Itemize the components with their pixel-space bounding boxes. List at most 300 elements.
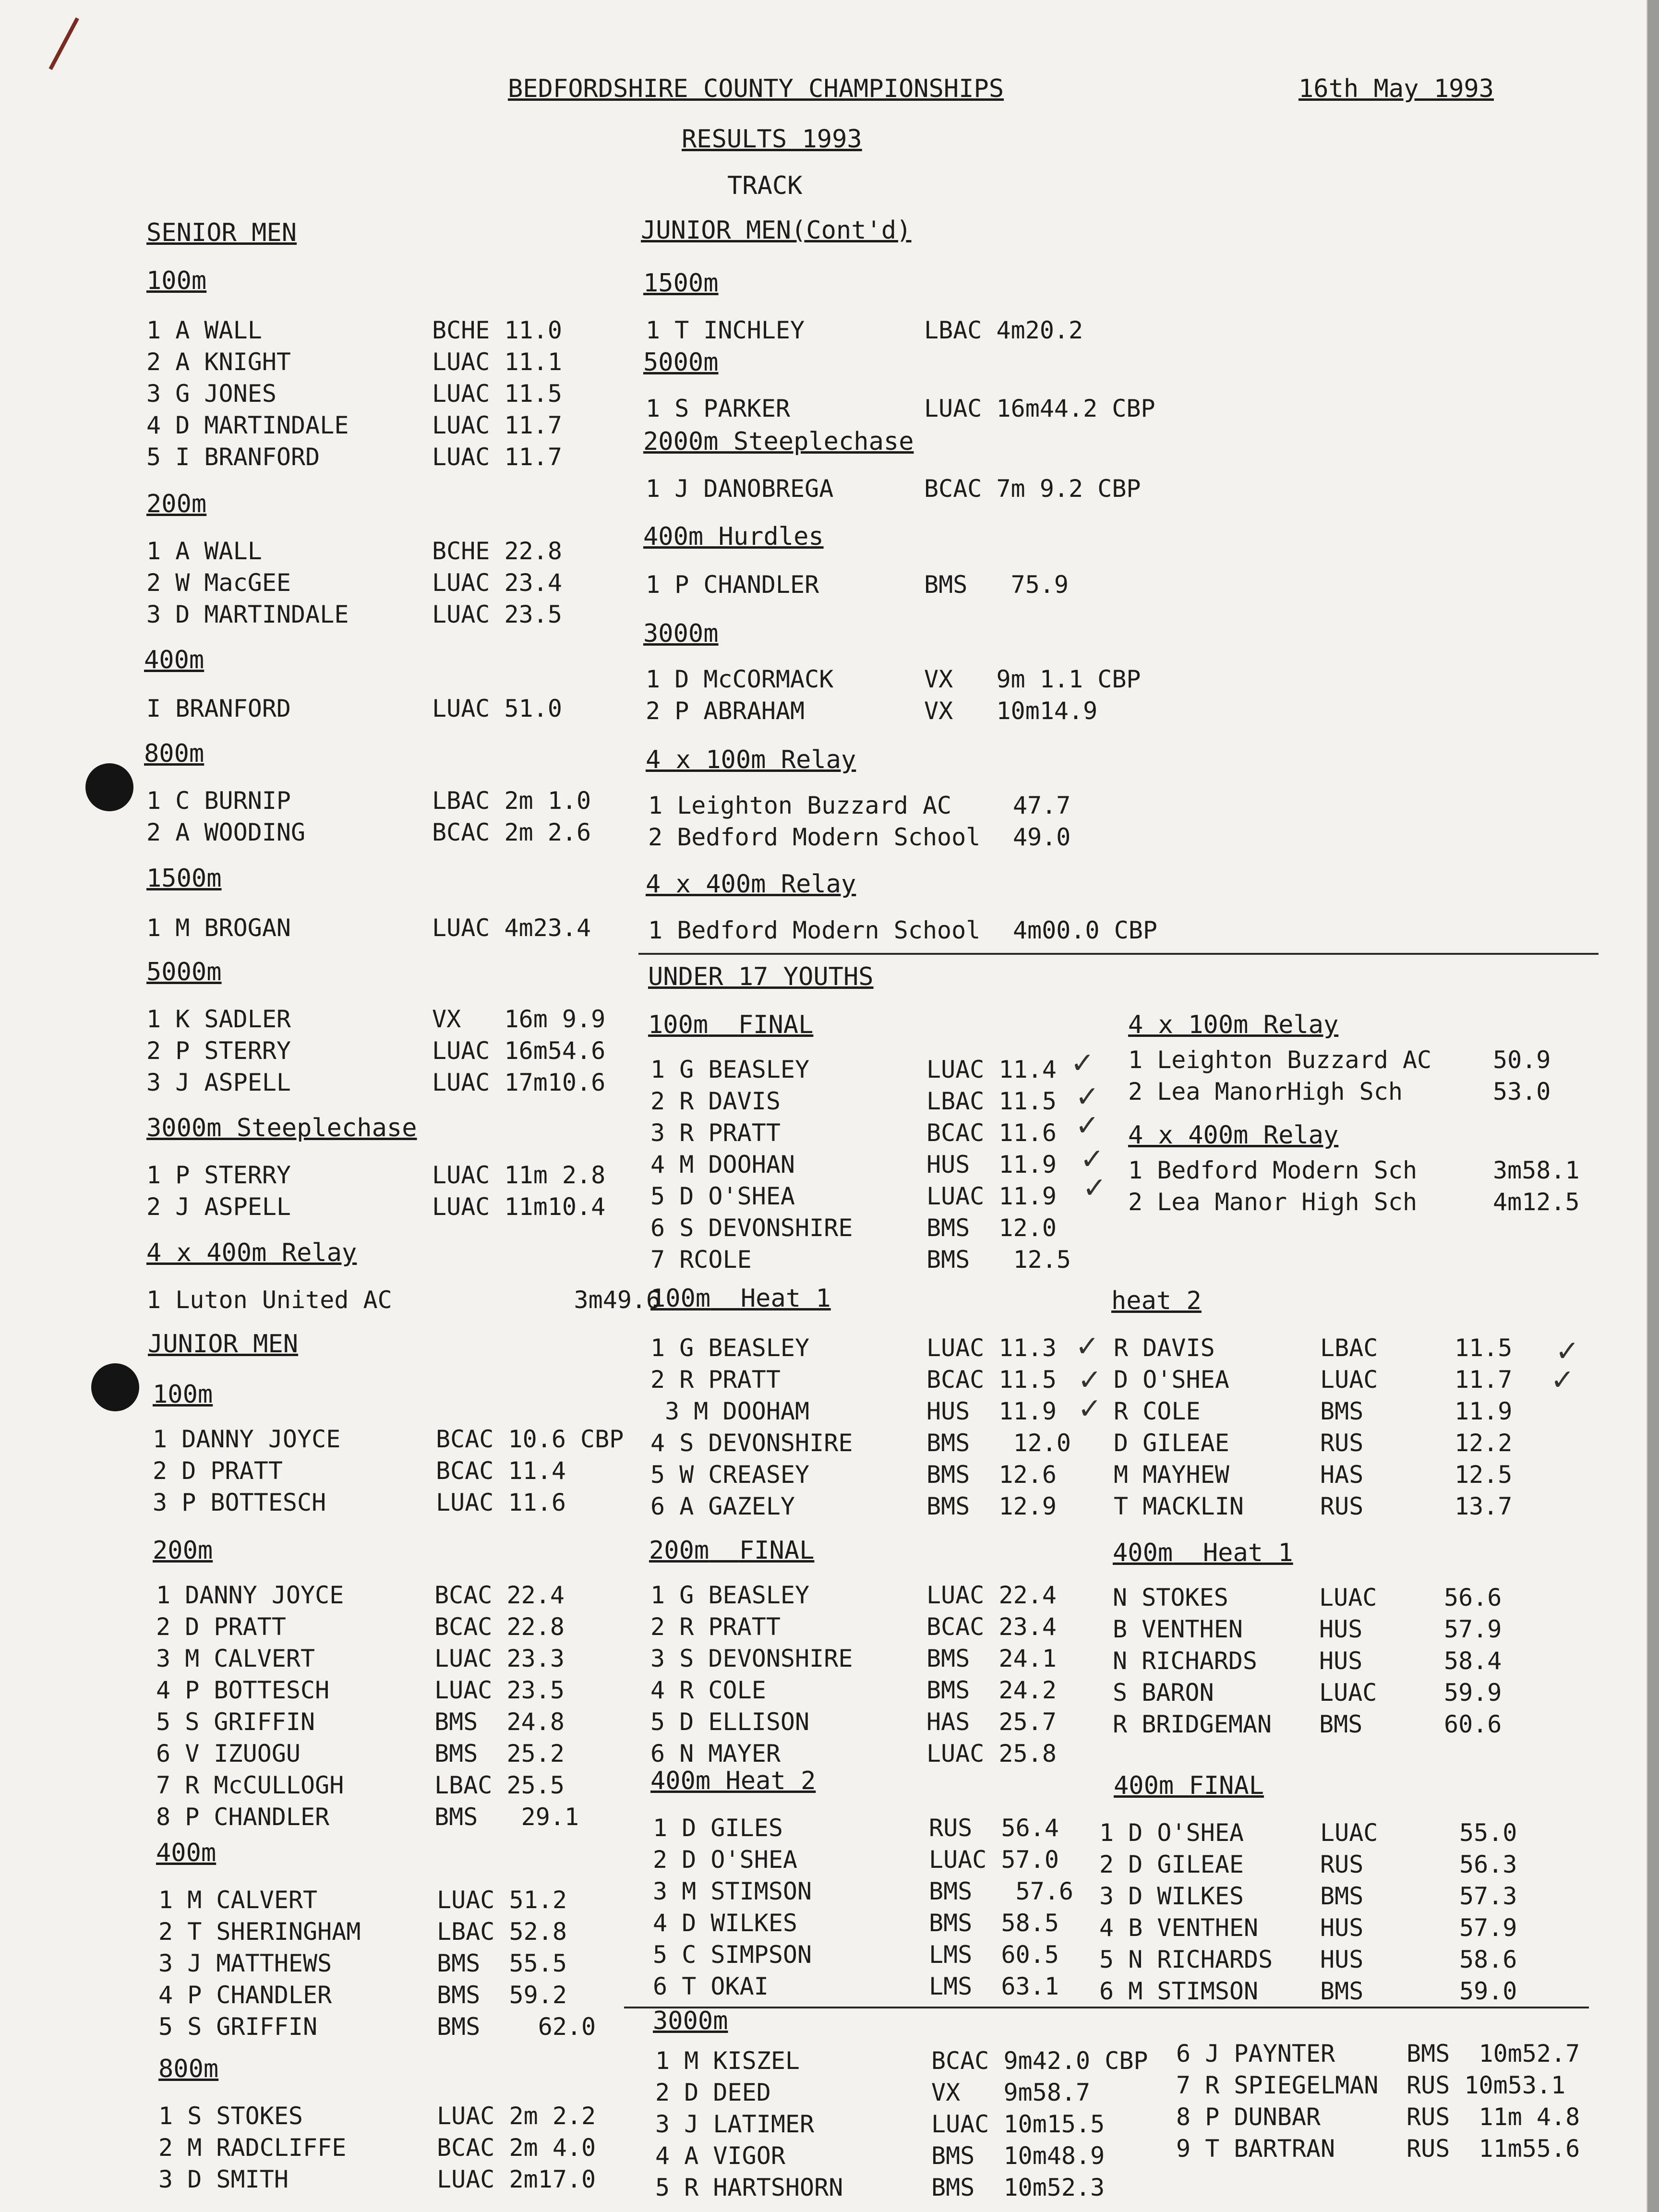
- result-value: VX 16m 9.9: [432, 1005, 606, 1033]
- section-divider: [638, 953, 1599, 955]
- result-value: RUS: [1320, 1429, 1364, 1457]
- result-row: [655, 2077, 1171, 2108]
- athlete-name: 1 J DANOBREGA: [646, 475, 834, 503]
- result-value: 57.9: [1459, 1914, 1517, 1942]
- u17-relay400-results: [1128, 1154, 1608, 1218]
- result-value: BMS: [1320, 1397, 1364, 1425]
- result-row: [146, 567, 634, 599]
- athlete-name: 1 P CHANDLER: [646, 571, 819, 599]
- result-row: [1114, 1332, 1541, 1364]
- athlete-name: 2 T SHERINGHAM: [158, 1918, 361, 1946]
- athlete-name: D GILEAE: [1114, 1429, 1229, 1457]
- result-row: [146, 817, 634, 848]
- result-value: BCAC 7m 9.2 CBP: [924, 475, 1141, 503]
- result-value: VX 10m14.9: [924, 697, 1098, 725]
- result-value: BCAC 22.8: [434, 1613, 565, 1641]
- result-row: [650, 1427, 1085, 1459]
- result-value: BCAC 2m 2.6: [432, 818, 591, 846]
- result-row: [648, 914, 1205, 946]
- athlete-name: S BARON: [1113, 1679, 1214, 1707]
- result-row: [146, 1035, 634, 1067]
- athlete-name: 6 N MAYER: [650, 1740, 781, 1767]
- jc-1500-heading: 1500m: [643, 269, 719, 298]
- u17-heading: UNDER 17 YOUTHS: [648, 962, 874, 991]
- result-row: [655, 2045, 1171, 2077]
- result-row: [650, 1332, 1085, 1364]
- result-value: LUAC 10m15.5: [931, 2110, 1105, 2138]
- result-value: 12.2: [1455, 1429, 1513, 1457]
- athlete-name: 2 R DAVIS: [650, 1087, 781, 1115]
- result-row: [648, 821, 1157, 853]
- result-row: [158, 1916, 638, 1948]
- athlete-name: 2 Lea ManorHigh Sch: [1128, 1078, 1403, 1106]
- result-value: LUAC 23.3: [434, 1645, 565, 1672]
- result-value: HAS: [1320, 1461, 1364, 1489]
- u17-3000-results-cont: [1176, 2038, 1589, 2164]
- result-value: 53.0: [1493, 1078, 1551, 1106]
- athlete-name: 4 D MARTINDALE: [146, 411, 349, 439]
- u17-400-final-heading: 400m FINAL: [1114, 1771, 1264, 1800]
- result-row: [156, 1738, 626, 1769]
- result-row: [146, 314, 634, 346]
- tick-mark: ✓: [1075, 1080, 1100, 1114]
- athlete-name: 1 Luton United AC: [146, 1286, 392, 1314]
- result-row: [1113, 1582, 1540, 1613]
- athlete-name: 2 J ASPELL: [146, 1193, 291, 1221]
- senior-men-heading: SENIOR MEN: [146, 218, 297, 247]
- result-value: BMS 10m52.7: [1407, 2040, 1580, 2068]
- athlete-name: 1 Leighton Buzzard AC: [1128, 1046, 1432, 1074]
- result-value: BMS 12.9: [926, 1492, 1057, 1520]
- athlete-name: 2 A KNIGHT: [146, 348, 291, 376]
- result-value: BCAC 9m42.0 CBP: [931, 2047, 1148, 2075]
- result-value: LUAC 11.3: [926, 1334, 1057, 1362]
- result-value: BMS 10m48.9: [931, 2142, 1105, 2170]
- result-value: VX 9m 1.1 CBP: [924, 665, 1141, 693]
- u17-heat1-label: Heat 1: [740, 1284, 831, 1313]
- result-value: 3m49.6: [502, 1286, 661, 1314]
- athlete-name: 3 D SMITH: [158, 2165, 289, 2193]
- sm-200-heading: 200m: [146, 490, 207, 518]
- athlete-name: 4 R COLE: [650, 1676, 766, 1704]
- athlete-name: 2 P ABRAHAM: [646, 697, 805, 725]
- staple-pin: [48, 17, 79, 70]
- result-row: [1099, 1817, 1555, 1849]
- athlete-name: D O'SHEA: [1114, 1366, 1229, 1394]
- result-value: HUS: [1320, 1914, 1364, 1942]
- athlete-name: 3 R PRATT: [650, 1119, 781, 1147]
- athlete-name: 1 Bedford Modern Sch: [1128, 1156, 1418, 1184]
- result-value: LUAC 11.4: [926, 1056, 1057, 1083]
- athlete-name: 1 G BEASLEY: [650, 1581, 810, 1609]
- result-row: [646, 695, 1193, 727]
- result-value: 13.7: [1455, 1492, 1513, 1520]
- result-row: [153, 1455, 647, 1487]
- athlete-name: 1 DANNY JOYCE: [153, 1425, 341, 1453]
- result-row: [146, 1067, 634, 1098]
- result-value: LUAC: [1320, 1366, 1378, 1394]
- result-value: BCAC 11.6: [926, 1119, 1057, 1147]
- athlete-name: N RICHARDS: [1113, 1647, 1258, 1675]
- athlete-name: 6 T OKAI: [653, 1972, 769, 2000]
- u17-200-final-results: [650, 1579, 1085, 1769]
- tick-mark: ✓: [1080, 1142, 1105, 1176]
- result-value: 50.9: [1493, 1046, 1551, 1074]
- result-row: [158, 2132, 629, 2164]
- athlete-name: I BRANFORD: [146, 695, 291, 722]
- athlete-name: 1 Leighton Buzzard AC: [648, 792, 952, 819]
- result-value: LUAC 23.5: [434, 1676, 565, 1704]
- result-value: LUAC 25.8: [926, 1740, 1057, 1767]
- athlete-name: 3 M DOOHAM: [650, 1397, 810, 1425]
- tick-mark: ✓: [1078, 1392, 1102, 1426]
- result-value: BMS: [1320, 1977, 1364, 2005]
- result-value: LUAC 11.5: [432, 380, 562, 408]
- result-row: [146, 912, 634, 944]
- result-row: [1114, 1427, 1541, 1459]
- result-row: [1099, 1849, 1555, 1880]
- athlete-name: 2 Lea Manor High Sch: [1128, 1188, 1418, 1216]
- result-row: [648, 790, 1157, 821]
- athlete-name: 6 J PAYNTER: [1176, 2040, 1335, 2068]
- result-row: [1128, 1076, 1589, 1107]
- result-row: [646, 569, 1193, 601]
- athlete-name: M MAYHEW: [1114, 1461, 1229, 1489]
- athlete-name: 1 S STOKES: [158, 2102, 303, 2130]
- athlete-name: 1 C BURNIP: [146, 787, 291, 815]
- result-value: VX 9m58.7: [931, 2079, 1091, 2106]
- result-row: [653, 1971, 1106, 2002]
- athlete-name: 5 I BRANFORD: [146, 443, 320, 471]
- jm-400-heading: 400m: [156, 1839, 216, 1867]
- sm-steeple-heading: 3000m Steeplechase: [146, 1114, 417, 1142]
- athlete-name: 5 S GRIFFIN: [158, 2013, 318, 2041]
- u17-400-heat2-results: [653, 1812, 1106, 2002]
- athlete-name: 2 D O'SHEA: [653, 1846, 798, 1874]
- result-row: [146, 441, 634, 473]
- athlete-name: 1 DANNY JOYCE: [156, 1581, 344, 1609]
- u17-400-label: 400m: [1113, 1539, 1173, 1567]
- athlete-name: 5 R HARTSHORN: [655, 2174, 843, 2201]
- results-heading: RESULTS 1993: [682, 125, 862, 154]
- athlete-name: 3 P BOTTESCH: [153, 1489, 326, 1516]
- u17-100-heat2-results: [1114, 1332, 1541, 1522]
- result-row: [650, 1674, 1085, 1706]
- result-value: BCAC 10.6 CBP: [436, 1425, 624, 1453]
- result-value: BMS 75.9: [924, 571, 1069, 599]
- athlete-name: 1 T INCHLEY: [646, 316, 805, 344]
- result-row: [1114, 1491, 1541, 1522]
- jm-200-results: [156, 1579, 626, 1833]
- athlete-name: 1 G BEASLEY: [650, 1056, 810, 1083]
- sm-relay-heading: 4 x 400m Relay: [146, 1238, 357, 1267]
- athlete-name: 3 J MATTHEWS: [158, 1949, 332, 1977]
- result-row: [1176, 2133, 1589, 2164]
- sm-800-results: [146, 785, 634, 848]
- jm-200-heading: 200m: [153, 1536, 213, 1565]
- result-value: BCAC 11.4: [436, 1457, 566, 1485]
- result-value: 56.3: [1459, 1851, 1517, 1878]
- u17-400-heat1-label: Heat 1: [1202, 1539, 1293, 1567]
- result-row: [1113, 1613, 1540, 1645]
- result-row: [1114, 1364, 1541, 1395]
- u17-100-heat2-heading: heat 2: [1111, 1286, 1202, 1315]
- result-value: BMS 29.1: [434, 1803, 579, 1831]
- result-value: BMS 12.5: [926, 1246, 1071, 1274]
- result-value: HUS 11.9: [926, 1151, 1057, 1178]
- u17-400-heat1-results: [1113, 1582, 1540, 1740]
- athlete-name: R COLE: [1114, 1397, 1201, 1425]
- result-value: 56.6: [1444, 1584, 1502, 1611]
- result-value: RUS 10m53.1: [1407, 2071, 1566, 2099]
- athlete-name: 8 P CHANDLER: [156, 1803, 330, 1831]
- result-row: [158, 1948, 638, 1979]
- result-row: [146, 346, 634, 378]
- athlete-name: 4 D WILKES: [653, 1909, 798, 1937]
- sm-5000-heading: 5000m: [146, 958, 222, 986]
- result-row: [655, 2172, 1171, 2203]
- athlete-name: 1 A WALL: [146, 537, 262, 565]
- athlete-name: 3 M CALVERT: [156, 1645, 315, 1672]
- result-row: [653, 1844, 1106, 1875]
- result-row: [1114, 1395, 1541, 1427]
- athlete-name: T MACKLIN: [1114, 1492, 1244, 1520]
- athlete-name: 4 S DEVONSHIRE: [650, 1429, 853, 1457]
- result-value: BMS 57.6: [929, 1877, 1074, 1905]
- athlete-name: R DAVIS: [1114, 1334, 1215, 1362]
- athlete-name: 2 R PRATT: [650, 1366, 781, 1394]
- u17-400-final-results: [1099, 1817, 1555, 2007]
- u17-100-heat1-results: [650, 1332, 1085, 1522]
- result-value: BMS 58.5: [929, 1909, 1059, 1937]
- junior-cont-heading: JUNIOR MEN(Cont'd): [641, 216, 912, 245]
- result-row: [653, 1875, 1106, 1907]
- u17-3000-results: [655, 2045, 1171, 2203]
- result-row: [146, 1284, 661, 1316]
- result-value: 4m12.5: [1493, 1188, 1580, 1216]
- result-value: LUAC: [1319, 1584, 1377, 1611]
- result-row: [146, 785, 634, 817]
- result-value: 4m00.0 CBP: [1013, 916, 1158, 944]
- athlete-name: 1 G BEASLEY: [650, 1334, 810, 1362]
- result-row: [146, 1159, 634, 1191]
- athlete-name: 6 V IZUOGU: [156, 1740, 301, 1767]
- jm-100-results: [153, 1423, 647, 1518]
- result-value: BMS 55.5: [437, 1949, 567, 1977]
- jm-100-heading: 100m: [153, 1380, 213, 1409]
- result-row: [1128, 1186, 1608, 1218]
- page-date: 16th May 1993: [1298, 74, 1494, 103]
- jc-steeple-heading: 2000m Steeplechase: [643, 427, 914, 456]
- result-value: LUAC: [1320, 1819, 1378, 1847]
- athlete-name: 7 R McCULLOGH: [156, 1771, 344, 1799]
- athlete-name: 3 D MARTINDALE: [146, 601, 349, 628]
- result-row: [653, 1939, 1106, 1971]
- result-row: [1176, 2038, 1589, 2069]
- track-heading: TRACK: [727, 171, 803, 200]
- athlete-name: 3 J LATIMER: [655, 2110, 815, 2138]
- result-value: LUAC 16m54.6: [432, 1037, 606, 1065]
- result-row: [1099, 1912, 1555, 1944]
- result-value: LUAC 57.0: [929, 1846, 1059, 1874]
- result-row: [146, 599, 634, 630]
- athlete-name: 2 D PRATT: [156, 1613, 286, 1641]
- jc-relay100-heading: 4 x 100m Relay: [646, 745, 856, 774]
- result-value: 12.5: [1455, 1461, 1513, 1489]
- tick-mark: ✓: [1078, 1363, 1102, 1397]
- result-value: BMS 25.2: [434, 1740, 565, 1767]
- page-title: BEDFORDSHIRE COUNTY CHAMPIONSHIPS: [508, 74, 1004, 103]
- u17-relay100-results: [1128, 1044, 1589, 1107]
- result-row: [650, 1395, 1085, 1427]
- result-row: [156, 1706, 626, 1738]
- athlete-name: 3 M STIMSON: [653, 1877, 812, 1905]
- result-value: 58.6: [1459, 1946, 1517, 1973]
- result-value: RUS: [1320, 1492, 1364, 1520]
- result-row: [1099, 1975, 1555, 2007]
- result-value: LMS 63.1: [929, 1972, 1059, 2000]
- result-row: [156, 1643, 626, 1674]
- result-row: [158, 1884, 638, 1916]
- section-divider-3000: [624, 2007, 1589, 2008]
- result-row: [650, 1364, 1085, 1395]
- tick-mark: ✓: [1082, 1171, 1107, 1205]
- sm-400-heading: 400m: [144, 646, 204, 674]
- result-value: 57.9: [1444, 1615, 1502, 1643]
- result-row: [650, 1180, 1085, 1212]
- u17-400-heat1-heading: [1113, 1539, 1293, 1567]
- result-value: BCHE 22.8: [432, 537, 562, 565]
- jc-hurdles-heading: 400m Hurdles: [643, 522, 824, 551]
- punch-hole-upper: [85, 763, 133, 811]
- result-value: HUS: [1319, 1647, 1363, 1675]
- result-value: 59.0: [1459, 1977, 1517, 2005]
- result-value: BMS 24.1: [926, 1645, 1057, 1672]
- result-value: 60.6: [1444, 1710, 1502, 1738]
- u17-3000-heading: 3000m: [653, 2007, 728, 2035]
- athlete-name: 2 A WOODING: [146, 818, 306, 846]
- result-value: LUAC 11.9: [926, 1182, 1057, 1210]
- u17-200-label: 200m: [649, 1536, 709, 1565]
- athlete-name: 5 D ELLISON: [650, 1708, 810, 1736]
- result-row: [1114, 1459, 1541, 1491]
- result-value: BMS 10m52.3: [931, 2174, 1105, 2201]
- result-row: [650, 1244, 1085, 1275]
- result-value: LBAC 25.5: [434, 1771, 565, 1799]
- result-value: LBAC 4m20.2: [924, 316, 1083, 344]
- result-value: BMS 12.0: [926, 1429, 1071, 1457]
- athlete-name: 8 P DUNBAR: [1176, 2103, 1321, 2131]
- athlete-name: 6 S DEVONSHIRE: [650, 1214, 853, 1242]
- result-row: [156, 1801, 626, 1833]
- result-value: 47.7: [1013, 792, 1071, 819]
- athlete-name: 1 Bedford Modern School: [648, 916, 981, 944]
- u17-200-final-heading: [649, 1536, 814, 1565]
- result-row: [1113, 1645, 1540, 1677]
- punch-hole-lower: [91, 1363, 139, 1411]
- jc-relay100-results: [648, 790, 1157, 853]
- athlete-name: 1 D O'SHEA: [1099, 1819, 1244, 1847]
- tick-mark: ✓: [1070, 1046, 1095, 1080]
- result-value: BCAC 2m 4.0: [437, 2134, 596, 2162]
- result-row: [650, 1706, 1085, 1738]
- athlete-name: 4 B VENTHEN: [1099, 1914, 1259, 1942]
- result-value: 59.9: [1444, 1679, 1502, 1707]
- athlete-name: 1 M CALVERT: [158, 1886, 318, 1914]
- jm-400-results: [158, 1884, 638, 2043]
- result-row: [156, 1769, 626, 1801]
- result-row: [650, 1643, 1085, 1674]
- jc-3000-results: [646, 663, 1193, 727]
- athlete-name: 5 N RICHARDS: [1099, 1946, 1273, 1973]
- result-value: RUS 11m 4.8: [1407, 2103, 1580, 2131]
- athlete-name: 1 D McCORMACK: [646, 665, 834, 693]
- result-row: [650, 1117, 1085, 1149]
- result-row: [1099, 1880, 1555, 1912]
- athlete-name: 2 Bedford Modern School: [648, 823, 981, 851]
- u17-100-final-results: [650, 1054, 1085, 1275]
- u17-200-final-label: FINAL: [739, 1536, 815, 1565]
- result-value: BCAC 22.4: [434, 1581, 565, 1609]
- result-row: [1176, 2069, 1589, 2101]
- result-value: LBAC 52.8: [437, 1918, 567, 1946]
- athlete-name: 1 A WALL: [146, 316, 262, 344]
- result-row: [655, 2140, 1171, 2172]
- result-value: BCAC 23.4: [926, 1613, 1057, 1641]
- jm-800-heading: 800m: [158, 2055, 219, 2083]
- athlete-name: 3 G JONES: [146, 380, 276, 408]
- sm-400-results: [146, 693, 634, 724]
- athlete-name: 1 M KISZEL: [655, 2047, 800, 2075]
- result-value: LUAC 2m17.0: [437, 2165, 596, 2193]
- athlete-name: B VENTHEN: [1113, 1615, 1243, 1643]
- result-row: [158, 1979, 638, 2011]
- athlete-name: 7 R SPIEGELMAN: [1176, 2071, 1379, 2099]
- jc-5000-results: [646, 393, 1193, 424]
- jc-1500-results: [646, 314, 1193, 346]
- u17-400-heat2-heading: 400m Heat 2: [650, 1767, 816, 1795]
- result-value: LUAC 11.7: [432, 411, 562, 439]
- result-row: [1113, 1708, 1540, 1740]
- result-value: BMS 62.0: [437, 2013, 596, 2041]
- u17-final-label: FINAL: [738, 1010, 814, 1039]
- athlete-name: 2 W MacGEE: [146, 569, 291, 597]
- result-value: LUAC 2m 2.2: [437, 2102, 596, 2130]
- result-value: BMS: [1319, 1710, 1363, 1738]
- result-row: [653, 1812, 1106, 1844]
- result-value: LUAC 17m10.6: [432, 1069, 606, 1096]
- jc-steeple-results: [646, 473, 1193, 505]
- result-value: LBAC: [1320, 1334, 1378, 1362]
- jc-hurdles-results: [646, 569, 1193, 601]
- result-value: BMS: [1320, 1882, 1364, 1910]
- result-row: [650, 1738, 1085, 1769]
- athlete-name: 4 P BOTTESCH: [156, 1676, 330, 1704]
- athlete-name: 2 D PRATT: [153, 1457, 283, 1485]
- tick-mark: ✓: [1075, 1330, 1100, 1363]
- athlete-name: 1 P STERRY: [146, 1161, 291, 1189]
- athlete-name: 5 D O'SHEA: [650, 1182, 795, 1210]
- athlete-name: 6 M STIMSON: [1099, 1977, 1259, 2005]
- result-row: [650, 1085, 1085, 1117]
- sm-1500-results: [146, 912, 634, 944]
- tick-mark: ✓: [1075, 1109, 1100, 1142]
- sm-100-heading: 100m: [146, 266, 207, 295]
- result-row: [156, 1579, 626, 1611]
- athlete-name: 1 K SADLER: [146, 1005, 291, 1033]
- result-value: 55.0: [1459, 1819, 1517, 1847]
- sm-800-heading: 800m: [144, 739, 204, 768]
